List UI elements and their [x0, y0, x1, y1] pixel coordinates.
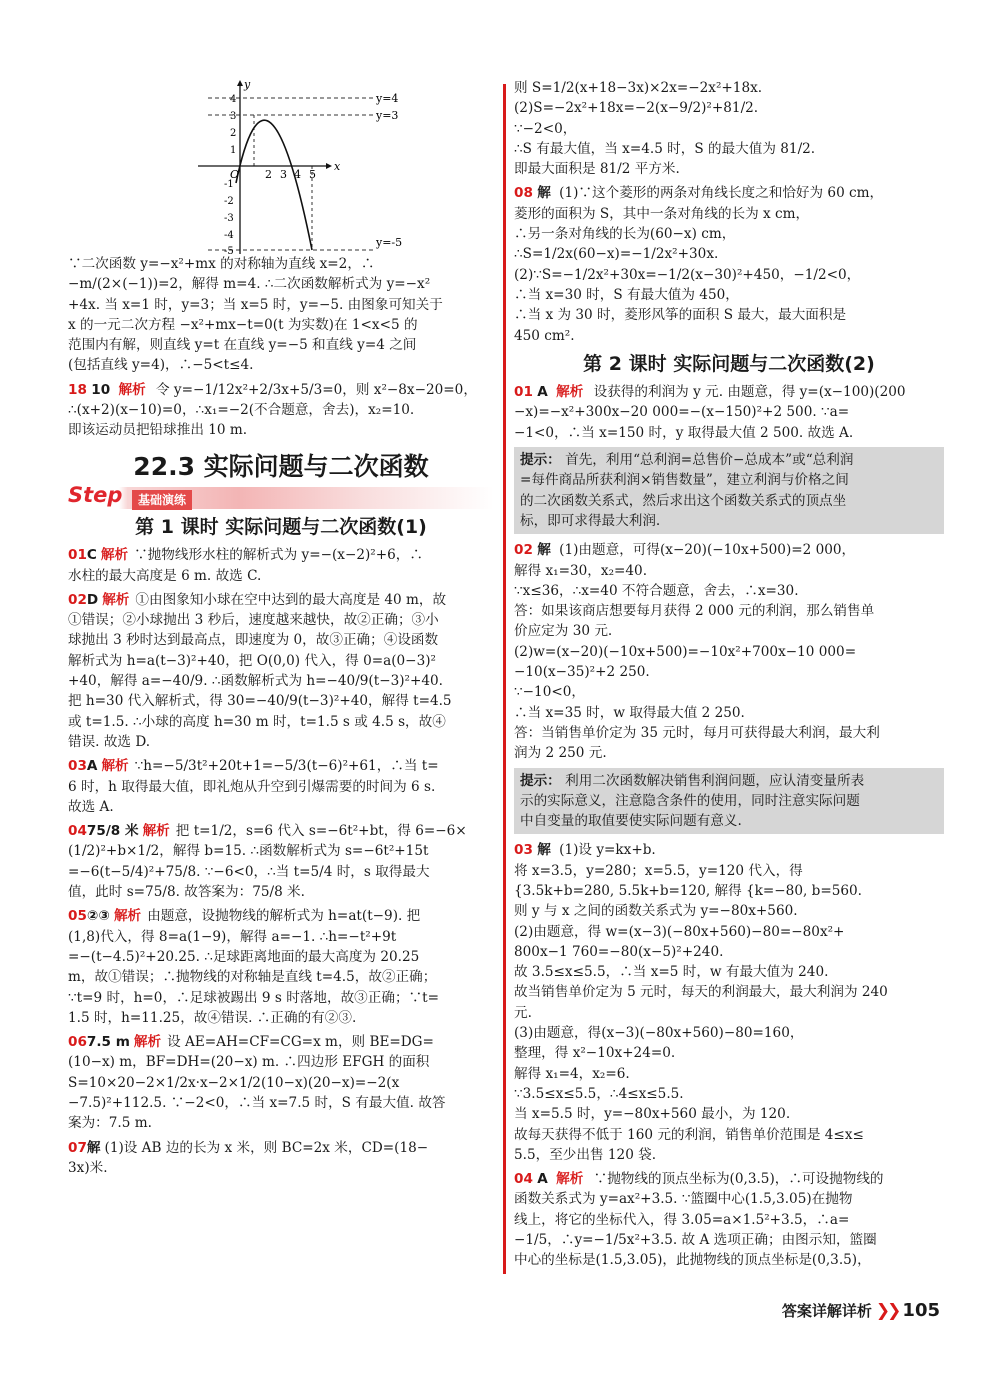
- text-line: −1<0，∴当 x=150 时，y 取得最大值 2 500. 故选 A.: [514, 424, 854, 441]
- page-footer: [782, 1300, 940, 1321]
- text-line: ∴S 有最大值，当 x=4.5 时，S 的最大值为 81/2.: [514, 140, 816, 157]
- text-line: 元.: [514, 1004, 532, 1021]
- question-item: [68, 821, 494, 902]
- text-line: 中自变量的取值要使实际问题有意义.: [520, 813, 742, 830]
- jiexi-label: 解析: [102, 591, 130, 608]
- y-tick-neg3: -3: [224, 213, 234, 224]
- text-line: [68, 906, 494, 926]
- text-line: −7.5)²+112.5. ∵−2<0，∴当 x=7.5 时，S 有最大值. 故答: [68, 1094, 446, 1111]
- question-item: [68, 1032, 494, 1133]
- text-line: ∵抛物线形水柱的解析式为 y=−(x−2)²+6，∴: [134, 547, 423, 564]
- column-divider: [503, 84, 506, 1274]
- q17-solution: [68, 254, 494, 376]
- text-line: 设获得的利润为 y 元. 由题意，得 y=(x−100)(200: [593, 384, 906, 401]
- text-line: [68, 821, 494, 841]
- left-column: [68, 78, 494, 1182]
- text-line: 值，此时 s=75/8. 故答案为：75/8 米.: [68, 884, 305, 901]
- r-q03-solution: [514, 840, 944, 1165]
- text-line: (1)由题意，可得(x−20)(−10x+500)=2 000，: [559, 542, 856, 559]
- text-line: (10−x) m，BF=DH=(20−x) m. ∴四边形 EFGH 的面积: [68, 1054, 430, 1071]
- x-tick-5: 5: [309, 168, 316, 181]
- footer-label: 答案详解详析: [781, 1302, 872, 1320]
- text-line: ∵抛物线的顶点坐标为(0,3.5)，∴可设抛物线的: [593, 1171, 884, 1188]
- text-line: ∵−10<0，: [514, 684, 585, 701]
- parabola-curve: [236, 120, 312, 250]
- x-tick-2: 2: [265, 168, 272, 181]
- text-line: 答：如果该商店想要每月获得 2 000 元的利润，那么销售单: [514, 603, 875, 620]
- jiexi-label: 解析: [100, 547, 129, 564]
- answer: 10: [91, 381, 111, 398]
- text-line: (包括直线 y=4)，∴−5<t≤4.: [68, 357, 254, 374]
- step-label: Step: [68, 482, 123, 507]
- y-tick-neg4: -4: [224, 230, 234, 241]
- text-line: ∵−2<0，: [514, 120, 577, 137]
- answer: D: [86, 591, 99, 608]
- text-line: 解得 x₁=30，x₂=40.: [514, 562, 648, 579]
- text-line: 故当销售单价定为 5 元时，每天的利润最大，最大利润为 240: [514, 984, 888, 1001]
- text-line: [68, 590, 494, 610]
- r-q01-solution: [514, 382, 944, 443]
- text-line: (1,8)代入，得 8=a(1−9)，解得 a=−1. ∴h=−t²+9t: [68, 928, 397, 945]
- lesson-title: 第 1 课时 实际问题与二次函数(1): [135, 515, 427, 538]
- label-y3: y=3: [376, 109, 399, 122]
- text-line: [68, 1032, 494, 1052]
- text-line: (3)由题意，得(x−3)(−80x+560)−80=160，: [514, 1025, 804, 1042]
- text-line: 故 3.5≤x≤5.5，∴当 x=5 时，w 有最大值为 240.: [514, 964, 829, 981]
- question-number: 03: [514, 842, 533, 859]
- text-line: −m/(2×(−1))=2，解得 m=4. ∴二次函数解析式为 y=−x²: [68, 276, 431, 293]
- text-line: 故每天获得不低于 160 元的利润，销售单价范围是 4≤x≤: [514, 1126, 864, 1143]
- question-item: [68, 906, 494, 1028]
- text-line: 水柱的最大高度是 6 m. 故选 C.: [68, 567, 262, 584]
- answer: A: [537, 1171, 548, 1188]
- jiexi-label: 解析: [142, 823, 170, 840]
- tip-box: [514, 768, 944, 835]
- answer: ②③: [86, 908, 110, 925]
- question-item: [68, 756, 494, 817]
- text-line: 由题意，设抛物线的解析式为 h=at(t−9). 把: [147, 908, 421, 925]
- text-line: (2)w=(x−20)(−10x+500)=−10x²+700x−10 000=: [514, 643, 857, 660]
- question-number: 04: [514, 1171, 533, 1188]
- tip-box: [514, 447, 944, 534]
- text-line: [68, 545, 494, 565]
- text-line: 球抛出 3 秒时达到最高点，即速度为 0，故③正确；④设函数: [68, 632, 439, 649]
- page-number: 105: [902, 1300, 940, 1321]
- answer: 解: [86, 1139, 101, 1156]
- question-number: 04: [68, 823, 87, 840]
- text-line: 错误. 故选 D.: [68, 733, 151, 750]
- jiexi-label: 解析: [101, 758, 129, 775]
- text-line: −1/5，∴y=−1/5x²+3.5. 故 A 选项正确；由图示知，篮圈: [514, 1232, 877, 1249]
- q07-continued: [514, 78, 944, 179]
- question-item: [68, 545, 494, 586]
- y-axis-label: y: [244, 78, 251, 91]
- jiexi-label: 解析: [556, 1171, 584, 1188]
- text-line: 线上，将它的坐标代入，得 3.05=a×1.5²+3.5，∴a=: [514, 1211, 850, 1228]
- question-number: 05: [68, 908, 87, 925]
- text-line: [68, 1138, 494, 1158]
- text-line: ∴(x+2)(x−10)=0，∴x₁=−2(不合题意，舍去)，x₂=10.: [68, 402, 415, 419]
- step-sublabel: 基础演练: [132, 490, 192, 510]
- text-line: ∴当 x=30 时，S 有最大值为 450，: [514, 286, 739, 303]
- text-line: 则 S=1/2(x+18−3x)×2x=−2x²+18x.: [514, 80, 763, 96]
- tip-label: 提示：: [520, 772, 561, 789]
- y-tick-4: 4: [230, 94, 237, 105]
- left-items: [68, 545, 494, 1178]
- y-tick-neg2: -2: [224, 196, 234, 207]
- text-line: 即该运动员把铅球推出 10 m.: [68, 422, 248, 439]
- text-line: +4x. 当 x=1 时，y=3；当 x=5 时，y=−5. 由图象可知关于: [68, 296, 443, 313]
- text-line: 的二次函数关系式，然后求出这个函数关系式的顶点坐: [520, 492, 847, 509]
- text-line: 即最大面积是 81/2 平方米.: [514, 161, 680, 178]
- answer: 解: [537, 542, 551, 559]
- text-line: ①错误；②小球抛出 3 秒后，速度越来越快，故②正确；③小: [68, 612, 439, 629]
- r-q02-solution: [514, 540, 944, 763]
- text-line: (2)S=−2x²+18x=−2(x−9/2)²+81/2.: [514, 100, 759, 117]
- text-line: (1)设 AB 边的长为 x 米，则 BC=2x 米，CD=(18−: [104, 1139, 429, 1156]
- x-tick-4: 4: [294, 168, 301, 181]
- text-line: ①由图象知小球在空中达到的最大高度是 40 m，故: [135, 591, 447, 608]
- lesson-title: 第 2 课时 实际问题与二次函数(2): [583, 352, 875, 375]
- question-number: 01: [68, 547, 87, 564]
- text-line: 菱形的面积为 S，其中一条对角线的长为 x cm，: [514, 205, 810, 222]
- step-banner: [68, 482, 494, 509]
- question-number: 01: [514, 384, 533, 401]
- question-number: 03: [68, 758, 87, 775]
- text-line: −10(x−35)²+2 250.: [514, 664, 650, 681]
- text-line: S=10×20−2×1/2x·x−2×1/2(10−x)(20−x)=−2(x: [68, 1074, 400, 1091]
- question-number: 02: [514, 542, 533, 559]
- text-line: 则 y 与 x 之间的函数关系式为 y=−80x+560.: [514, 903, 798, 920]
- text-line: (1/2)²+b×1/2，解得 b=15. ∴函数解析式为 s=−6t²+15t: [68, 843, 429, 860]
- text-line: 5.5，至少出售 120 袋.: [514, 1146, 657, 1163]
- text-line: 6 时，h 取得最大值，即礼炮从升空到引爆需要的时间为 6 s.: [68, 778, 436, 795]
- text-line: 首先，利用“总利润=总售价−总成本”或“总利润: [565, 452, 854, 469]
- text-line: ∵二次函数 y=−x²+mx 的对称轴为直线 x=2，∴: [68, 256, 375, 272]
- answer: 7.5 m: [86, 1034, 130, 1051]
- r-q04-solution: [514, 1169, 944, 1270]
- text-line: 令 y=−1/12x²+2/3x+5/3=0，则 x²−8x−20=0，: [156, 381, 477, 398]
- label-y-5: y=-5: [376, 236, 403, 249]
- y-axis-arrow: [237, 80, 243, 86]
- text-line: ∵x≤36，∴x=40 不符合题意，舍去，∴x=30.: [514, 582, 799, 599]
- answer: 解: [537, 842, 551, 859]
- text-line: ∵3.5≤x≤5.5，∴4≤x≤5.5.: [514, 1085, 684, 1102]
- text-line: 800x−1 760=−80(x−5)²+240.: [514, 943, 724, 960]
- text-line: 范围内有解，则直线 y=t 在直线 y=−5 和直线 y=4 之间: [68, 337, 417, 354]
- x-axis-label: x: [334, 160, 341, 173]
- text-line: x 的一元二次方程 −x²+mx−t=0(t 为实数)在 1<x<5 的: [68, 316, 418, 333]
- text-line: (2)∵S=−1/2x²+30x=−1/2(x−30)²+450，−1/2<0，: [514, 266, 861, 283]
- x-axis-arrow: [326, 163, 332, 169]
- y-tick-neg5: -5: [224, 246, 234, 254]
- text-line: −x)=−x²+300x−20 000=−(x−150)²+2 500. ∵a=: [514, 404, 850, 421]
- text-line: ∴另一条对角线的长为(60−x) cm，: [514, 226, 736, 243]
- double-chevron-icon: ❯❯: [875, 1300, 899, 1321]
- question-number: 07: [68, 1139, 87, 1156]
- answer: C: [86, 547, 97, 564]
- text-line: +40，解得 a=−40/9. ∴函数解析式为 h=−40/9(t−3)²+40.: [68, 673, 444, 690]
- question-number: 08: [514, 185, 533, 202]
- jiexi-label: 解析: [118, 381, 146, 398]
- text-line: 1.5 时，h=11.25，故④错误. ∴正确的有②③.: [68, 1009, 357, 1026]
- question-number: 18: [68, 381, 87, 398]
- text-line: 或 t=1.5. ∴小球的高度 h=30 m 时，t=1.5 s 或 4.5 s，故④: [68, 713, 446, 730]
- text-line: 整理，得 x²−10x+24=0.: [514, 1045, 676, 1062]
- text-line: 函数关系式为 y=ax²+3.5. ∵篮圈中心(1.5,3.05)在抛物: [514, 1191, 853, 1208]
- q18-solution: [68, 380, 494, 441]
- y-tick-3: 3: [230, 111, 237, 122]
- text-line: 价应定为 30 元.: [514, 623, 613, 640]
- text-line: =−6(t−5/4)²+75/8. ∵−6<0，∴当 t=5/4 时，s 取得最大: [68, 863, 430, 880]
- question-number: 06: [68, 1034, 87, 1051]
- question-number: 02: [68, 591, 87, 608]
- question-item: [68, 1138, 494, 1179]
- answer: 75/8 米: [86, 823, 139, 840]
- text-line: 利用二次函数解决销售利润问题，应认清变量所表: [565, 772, 865, 789]
- answer: 解: [537, 185, 551, 202]
- text-line: [68, 756, 494, 776]
- answer: A: [537, 384, 548, 401]
- tip-label: 提示：: [520, 452, 561, 469]
- text-line: =每件商品所获利润×销售数量”，建立利润与价格之间: [520, 472, 849, 489]
- text-line: (1)设 y=kx+b.: [559, 842, 656, 859]
- text-line: 设 AE=AH=CF=CG=x m，则 BE=DG=: [167, 1034, 434, 1051]
- text-line: 解得 x₁=4，x₂=6.: [514, 1065, 630, 1082]
- jiexi-label: 解析: [556, 384, 584, 401]
- text-line: 3x)米.: [68, 1159, 108, 1176]
- right-column: [514, 78, 944, 1275]
- jiexi-label: 解析: [113, 908, 142, 925]
- label-y4: y=4: [376, 92, 399, 105]
- parabola-graph: [178, 78, 438, 254]
- section-title: 22.3 实际问题与二次函数: [133, 451, 429, 481]
- y-tick-neg1: -1: [224, 179, 234, 190]
- text-line: (2)由题意，得 w=(x−3)(−80x+560)−80=−80x²+: [514, 923, 845, 940]
- text-line: 示的实际意义，注意隐含条件的使用，同时注意实际问题: [520, 792, 860, 809]
- text-line: 中心的坐标是(1.5,3.05)，此抛物线的顶点坐标是(0,3.5)，: [514, 1252, 871, 1269]
- text-line: 解析式为 h=a(t−3)²+40，把 O(0,0) 代入，得 0=a(0−3)²: [68, 652, 436, 669]
- text-line: {3.5k+b=280, 5.5k+b=120, 解得 {k=−80, b=560.: [514, 882, 862, 899]
- text-line: 案为：7.5 m.: [68, 1115, 152, 1132]
- text-line: 将 x=3.5，y=280；x=5.5，y=120 代入，得: [514, 862, 803, 879]
- text-line: 故选 A.: [68, 798, 114, 815]
- q08-solution: [514, 183, 944, 345]
- text-line: m，故①错误；∴抛物线的对称轴是直线 t=4.5，故②正确；: [68, 969, 437, 986]
- text-line: ∴当 x 为 30 时，菱形风筝的面积 S 最大，最大面积是: [514, 307, 847, 324]
- question-item: [68, 590, 494, 752]
- text-line: 把 h=30 代入解析式，得 30=−40/9(t−3)²+40，解得 t=4.5: [68, 693, 452, 710]
- text-line: ∴S=1/2x(60−x)=−1/2x²+30x.: [514, 246, 719, 263]
- text-line: (1)∵这个菱形的两条对角线长度之和恰好为 60 cm，: [559, 185, 884, 202]
- text-line: 当 x=5.5 时，y=−80x+560 最小，为 120.: [514, 1106, 791, 1123]
- text-line: 答：当销售单价定为 35 元时，每月可获得最大利润，最大利: [514, 724, 880, 741]
- text-line: ∵h=−5/3t²+20t+1=−5/3(t−6)²+61，∴当 t=: [134, 758, 439, 775]
- y-tick-2: 2: [230, 128, 237, 139]
- x-tick-3: 3: [280, 168, 287, 181]
- jiexi-label: 解析: [133, 1034, 162, 1051]
- answer: A: [86, 758, 98, 775]
- text-line: ∵t=9 时，h=0，∴足球被踢出 9 s 时落地，故③正确；∵t=: [68, 989, 439, 1006]
- y-tick-1: 1: [230, 145, 237, 156]
- text-line: ∴当 x=35 时，w 取得最大值 2 250.: [514, 704, 745, 721]
- text-line: 润为 2 250 元.: [514, 745, 607, 762]
- text-line: 标，即可求得最大利润.: [520, 512, 661, 529]
- text-line: 把 t=1/2，s=6 代入 s=−6t²+bt，得 6=−6×: [175, 823, 467, 840]
- text-line: 450 cm².: [514, 327, 575, 344]
- text-line: =−(t−4.5)²+20.25. ∴足球距离地面的最大高度为 20.25: [68, 948, 420, 965]
- origin-label: O: [230, 168, 240, 181]
